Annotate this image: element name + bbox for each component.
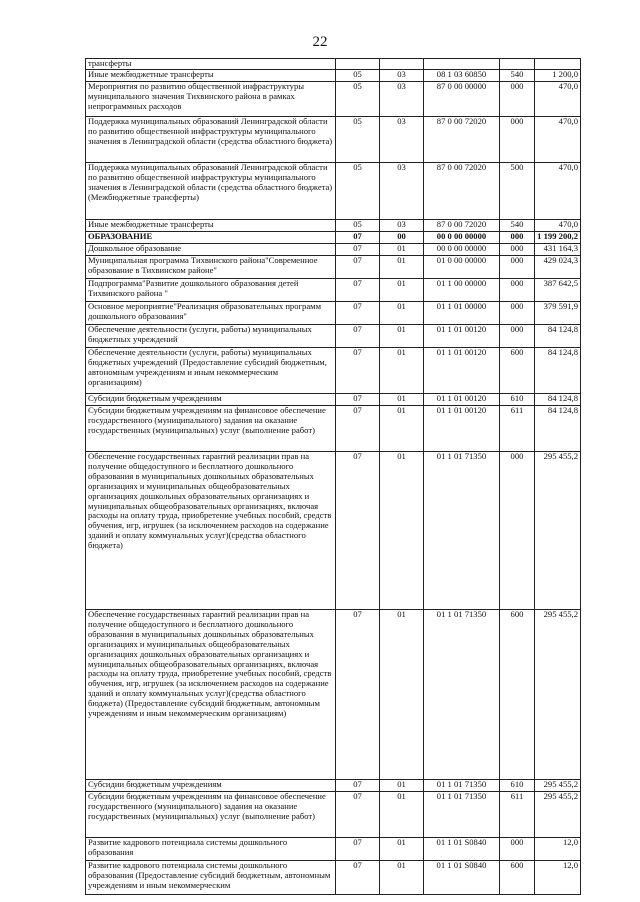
budget-table-body: [86, 59, 581, 895]
row-subsection: 01: [380, 256, 424, 279]
row-name: Обеспечение государственных гарантий реализации прав на получение общедоступного и бесплатного дошкольного образования в муниципальных дошкольных образовательных организациях и муниципальных общеобразовательных организациях дошкольных образовательных организациях и муниципальных общеобразовательных организациях, включая расходы на оплату труда, приобретение учебных пособий, средств обучения, игр, игрушек (за исключением расходов на содержание зданий и оплату коммунальных услуг)(средства областного бюджета) (Предоставление субсидий бюджетным, автономным учреждениям и иным некоммерческим организациям): [86, 610, 336, 780]
table-row: [86, 279, 581, 302]
row-name: ОБРАЗОВАНИЕ: [86, 232, 336, 244]
row-section: 07: [336, 394, 380, 406]
row-expense-type: 000: [500, 232, 535, 244]
row-target-code: 01 1 01 00120: [424, 406, 500, 452]
row-name: Развитие кадрового потенциала системы дошкольного образования (Предоставление субсидий бюджетным, автономным учреждениям и иным некоммерческим: [86, 861, 336, 895]
row-target-code: 01 1 01 00120: [424, 325, 500, 348]
row-name: Субсидии бюджетным учреждениям на финансовое обеспечение государственного (муниципального) задания на оказание государственных (муниципальных) услуг (выполнение работ): [86, 406, 336, 452]
row-subsection: 01: [380, 838, 424, 861]
row-expense-type: 611: [500, 406, 535, 452]
row-expense-type: 000: [500, 325, 535, 348]
row-name: трансферты: [86, 59, 336, 70]
row-expense-type: 000: [500, 452, 535, 610]
row-subsection: 03: [380, 220, 424, 232]
row-expense-type: 500: [500, 163, 535, 220]
row-name: Мероприятия по развитию общественной инфраструктуры муниципального значения Тихвинского района в рамках непрограммных расходов: [86, 82, 336, 117]
row-subsection: 03: [380, 70, 424, 82]
table-row: [86, 70, 581, 82]
row-sum: 295 455,2: [535, 452, 581, 610]
row-name: Обеспечение деятельности (услуги, работы) муниципальных бюджетных учреждений (Предоставление субсидий бюджетным, автономным учреждениям и иным некоммерческим организациям): [86, 348, 336, 394]
row-section: 05: [336, 117, 380, 163]
row-subsection: 01: [380, 279, 424, 302]
row-name: Дошкольное образование: [86, 244, 336, 256]
row-subsection: 01: [380, 792, 424, 838]
row-sum: 84 124,8: [535, 406, 581, 452]
row-name: Поддержка муниципальных образований Ленинградской области по развитию общественной инфраструктуры муниципального значения в Ленинградской области (средства областного бюджета): [86, 117, 336, 163]
row-subsection: 03: [380, 163, 424, 220]
row-name: Субсидии бюджетным учреждениям: [86, 394, 336, 406]
table-row: [86, 325, 581, 348]
row-expense-type: 600: [500, 610, 535, 780]
row-sum: 84 124,8: [535, 325, 581, 348]
row-expense-type: 000: [500, 302, 535, 325]
row-section: 07: [336, 610, 380, 780]
row-section: 05: [336, 82, 380, 117]
table-row: [86, 861, 581, 895]
row-expense-type: 600: [500, 861, 535, 895]
table-row: [86, 452, 581, 610]
row-name: Субсидии бюджетным учреждениям: [86, 780, 336, 792]
row-sum: 84 124,8: [535, 348, 581, 394]
row-subsection: 03: [380, 117, 424, 163]
row-target-code: 87 0 00 72020: [424, 117, 500, 163]
row-section: 07: [336, 792, 380, 838]
row-section: 07: [336, 232, 380, 244]
row-name: Основное мероприятие"Реализация образовательных программ дошкольного образования": [86, 302, 336, 325]
row-target-code: 01 1 01 00000: [424, 302, 500, 325]
table-row: [86, 780, 581, 792]
row-target-code: 01 1 01 71350: [424, 610, 500, 780]
row-section: 05: [336, 70, 380, 82]
row-subsection: 01: [380, 394, 424, 406]
row-expense-type: [500, 59, 535, 70]
row-sum: 12,0: [535, 861, 581, 895]
table-row: [86, 610, 581, 780]
row-subsection: 01: [380, 452, 424, 610]
table-row: [86, 256, 581, 279]
row-section: [336, 59, 380, 70]
table-row: [86, 406, 581, 452]
row-section: 07: [336, 452, 380, 610]
row-target-code: 01 1 00 00000: [424, 279, 500, 302]
row-expense-type: 611: [500, 792, 535, 838]
table-row: [86, 117, 581, 163]
row-sum: 84 124,8: [535, 394, 581, 406]
row-section: 07: [336, 256, 380, 279]
table-row: [86, 348, 581, 394]
row-subsection: 00: [380, 232, 424, 244]
row-section: 07: [336, 348, 380, 394]
row-target-code: [424, 59, 500, 70]
row-sum: 431 164,3: [535, 244, 581, 256]
row-subsection: 01: [380, 325, 424, 348]
row-section: 07: [336, 244, 380, 256]
row-sum: 387 642,5: [535, 279, 581, 302]
row-subsection: 01: [380, 610, 424, 780]
row-target-code: 87 0 00 00000: [424, 82, 500, 117]
row-sum: 1 200,0: [535, 70, 581, 82]
row-expense-type: 540: [500, 220, 535, 232]
row-target-code: 00 0 00 00000: [424, 232, 500, 244]
table-row: [86, 232, 581, 244]
row-expense-type: 540: [500, 70, 535, 82]
row-sum: 295 455,2: [535, 610, 581, 780]
row-name: Обеспечение деятельности (услуги, работы) муниципальных бюджетных учреждений: [86, 325, 336, 348]
row-sum: 470,0: [535, 117, 581, 163]
table-row: [86, 302, 581, 325]
row-sum: 379 591,9: [535, 302, 581, 325]
row-subsection: 01: [380, 244, 424, 256]
row-target-code: 87 0 00 72020: [424, 220, 500, 232]
row-section: 07: [336, 279, 380, 302]
row-name: Муниципальная программа Тихвинского района"Современное образование в Тихвинском районе": [86, 256, 336, 279]
row-section: 05: [336, 163, 380, 220]
row-sum: 295 455,2: [535, 780, 581, 792]
row-target-code: 87 0 00 72020: [424, 163, 500, 220]
row-section: 07: [336, 302, 380, 325]
row-sum: 295 455,2: [535, 792, 581, 838]
row-section: 07: [336, 406, 380, 452]
row-name: Подпрограмма"Развитие дошкольного образования детей Тихвинского района ": [86, 279, 336, 302]
table-row: [86, 220, 581, 232]
table-row: [86, 163, 581, 220]
page-number: 22: [312, 34, 328, 50]
row-target-code: 01 1 01 71350: [424, 452, 500, 610]
row-target-code: 01 1 01 S0840: [424, 861, 500, 895]
row-sum: [535, 59, 581, 70]
row-sum: 12,0: [535, 838, 581, 861]
row-subsection: 01: [380, 302, 424, 325]
table-row: [86, 59, 581, 70]
row-name: Развитие кадрового потенциала системы дошкольного образования: [86, 838, 336, 861]
row-subsection: 01: [380, 348, 424, 394]
table-row: [86, 394, 581, 406]
row-expense-type: 000: [500, 279, 535, 302]
row-expense-type: 000: [500, 256, 535, 279]
row-expense-type: 610: [500, 394, 535, 406]
row-section: 07: [336, 861, 380, 895]
row-name: Иные межбюджетные трансферты: [86, 220, 336, 232]
row-sum: 429 024,3: [535, 256, 581, 279]
budget-table: [85, 58, 581, 895]
row-target-code: 01 1 01 00120: [424, 348, 500, 394]
row-target-code: 00 0 00 00000: [424, 244, 500, 256]
row-subsection: 01: [380, 861, 424, 895]
row-section: 07: [336, 838, 380, 861]
row-expense-type: 610: [500, 780, 535, 792]
row-target-code: 01 1 01 S0840: [424, 838, 500, 861]
row-section: 05: [336, 220, 380, 232]
table-row: [86, 838, 581, 861]
row-target-code: 08 1 03 60850: [424, 70, 500, 82]
row-target-code: 01 1 01 71350: [424, 780, 500, 792]
row-subsection: 03: [380, 82, 424, 117]
row-sum: 470,0: [535, 163, 581, 220]
row-section: 07: [336, 780, 380, 792]
row-name: Иные межбюджетные трансферты: [86, 70, 336, 82]
row-expense-type: 000: [500, 117, 535, 163]
row-sum: 470,0: [535, 82, 581, 117]
row-subsection: 01: [380, 406, 424, 452]
row-expense-type: 000: [500, 838, 535, 861]
row-target-code: 01 0 00 00000: [424, 256, 500, 279]
table-row: [86, 82, 581, 117]
row-subsection: 01: [380, 780, 424, 792]
row-expense-type: 000: [500, 82, 535, 117]
row-name: Обеспечение государственных гарантий реализации прав на получение общедоступного и бесплатного дошкольного образования в муниципальных дошкольных образовательных организациях и муниципальных общеобразовательных организациях дошкольных образовательных организациях и муниципальных общеобразовательных организациях, включая расходы на оплату труда, приобретение учебных пособий, средств обучения, игр, игрушек (за исключением расходов на содержание зданий и оплату коммунальных услуг)(средства областного бюджета): [86, 452, 336, 610]
row-section: 07: [336, 325, 380, 348]
table-row: [86, 792, 581, 838]
row-name: Субсидии бюджетным учреждениям на финансовое обеспечение государственного (муниципального) задания на оказание государственных (муниципальных) услуг (выполнение работ): [86, 792, 336, 838]
row-expense-type: 000: [500, 244, 535, 256]
row-target-code: 01 1 01 00120: [424, 394, 500, 406]
table-row: [86, 244, 581, 256]
row-name: Поддержка муниципальных образований Ленинградской области по развитию общественной инфраструктуры муниципального значения в Ленинградской области (средства областного бюджета) (Межбюджетные трансферты): [86, 163, 336, 220]
row-expense-type: 600: [500, 348, 535, 394]
row-sum: 470,0: [535, 220, 581, 232]
row-sum: 1 199 200,2: [535, 232, 581, 244]
row-target-code: 01 1 01 71350: [424, 792, 500, 838]
row-subsection: [380, 59, 424, 70]
